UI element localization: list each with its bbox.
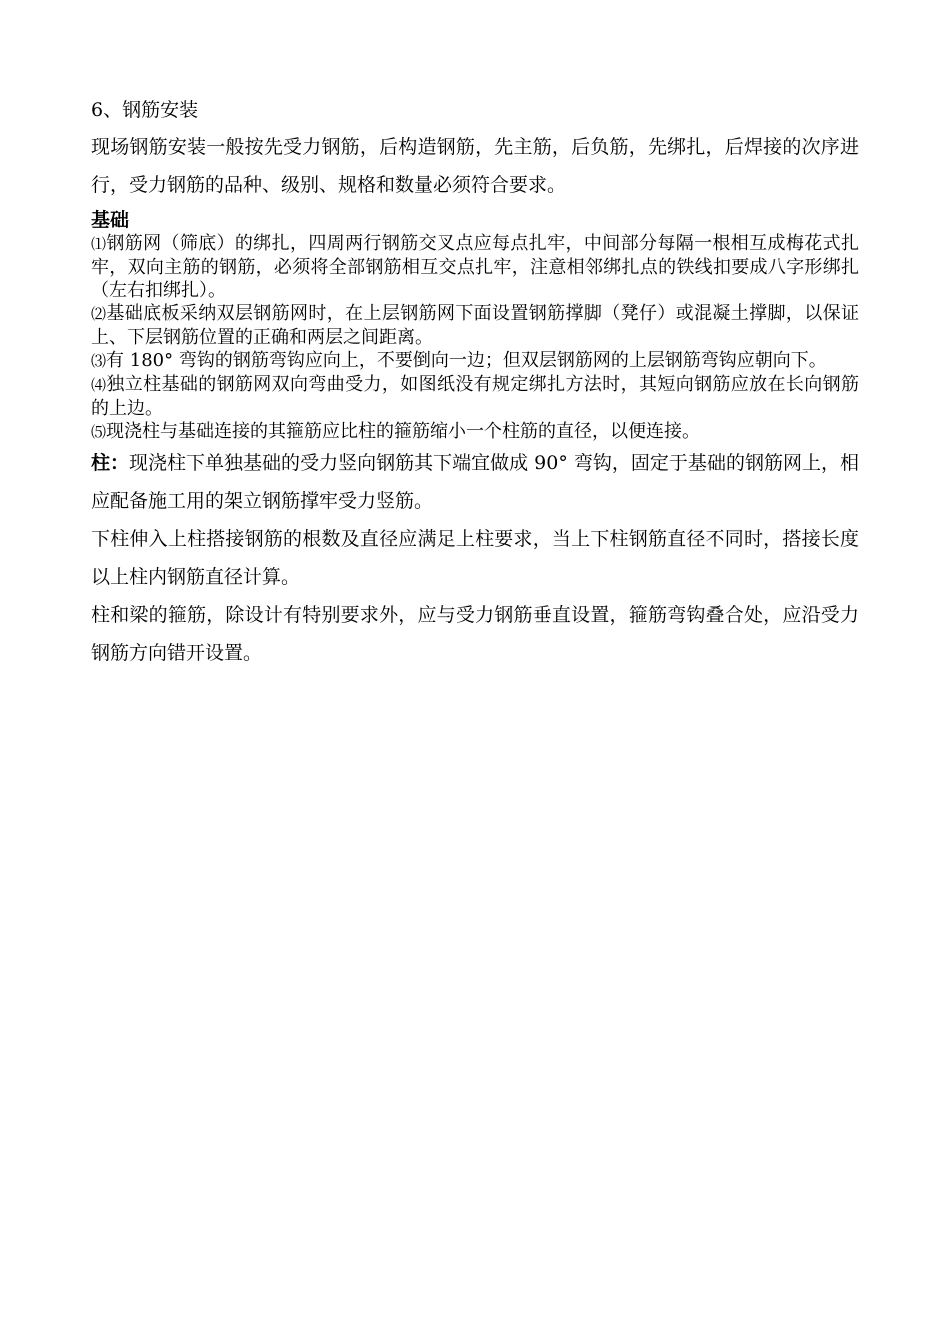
- item-text: 有 180° 弯钩的钢筋弯钩应向上，不要倒向一边；但双层钢筋网的上层钢筋弯钩应朝向下。: [106, 350, 827, 371]
- item-number: ⑶: [91, 352, 107, 370]
- item-number: ⑸: [91, 423, 107, 441]
- foundation-item-4: [91, 373, 859, 420]
- intro-paragraph: 现场钢筋安装一般按先受力钢筋，后构造钢筋，先主筋，后负筋，先绑扎，后焊接的次序进行，受力钢筋的品种、级别、规格和数量必须符合要求。: [91, 136, 859, 196]
- foundation-item-5: [91, 420, 859, 444]
- item-number: ⑷: [91, 376, 107, 394]
- item-text: 基础底板采纳双层钢筋网时，在上层钢筋网下面设置钢筋撑脚（凳仔）或混凝土撑脚，以保证上、下层钢筋位置的正确和两层之间距离。: [91, 303, 859, 348]
- foundation-item-1: [91, 232, 859, 302]
- item-number: ⑵: [91, 305, 107, 323]
- column-paragraph: [91, 444, 859, 520]
- item-number: ⑴: [91, 235, 107, 253]
- column-label: 柱：: [91, 452, 130, 474]
- item-text: 现浇柱与基础连接的其箍筋应比柱的箍筋缩小一个柱筋的直径，以便连接。: [106, 421, 701, 442]
- column-paragraph-3: 柱和梁的箍筋，除设计有特别要求外，应与受力钢筋垂直设置，箍筋弯钩叠合处，应沿受力钢筋方向错开设置。: [91, 604, 859, 664]
- column-paragraph-2: 下柱伸入上柱搭接钢筋的根数及直径应满足上柱要求，当上下柱钢筋直径不同时，搭接长度以上柱内钢筋直径计算。: [91, 528, 859, 588]
- item-text: 独立柱基础的钢筋网双向弯曲受力，如图纸没有规定绑扎方法时，其短向钢筋应放在长向钢筋的上边。: [91, 374, 859, 419]
- item-text: 钢筋网（筛底）的绑扎，四周两行钢筋交叉点应每点扎牢，中间部分每隔一根相互成梅花式扎牢，双向主筋的钢筋，必须将全部钢筋相互交点扎牢，注意相邻绑扎点的铁线扣要成八字形绑扎（左右扣绑扎）。: [91, 233, 859, 301]
- foundation-heading: 基础: [91, 209, 130, 231]
- section-title: 6、钢筋安装: [91, 99, 199, 121]
- document-page: [91, 96, 859, 672]
- column-text: 现浇柱下单独基础的受力竖向钢筋其下端宜做成 90° 弯钩，固定于基础的钢筋网上，相应配备施工用的架立钢筋撑牢受力竖筋。: [91, 452, 859, 512]
- foundation-item-2: [91, 302, 859, 349]
- foundation-item-3: [91, 349, 859, 373]
